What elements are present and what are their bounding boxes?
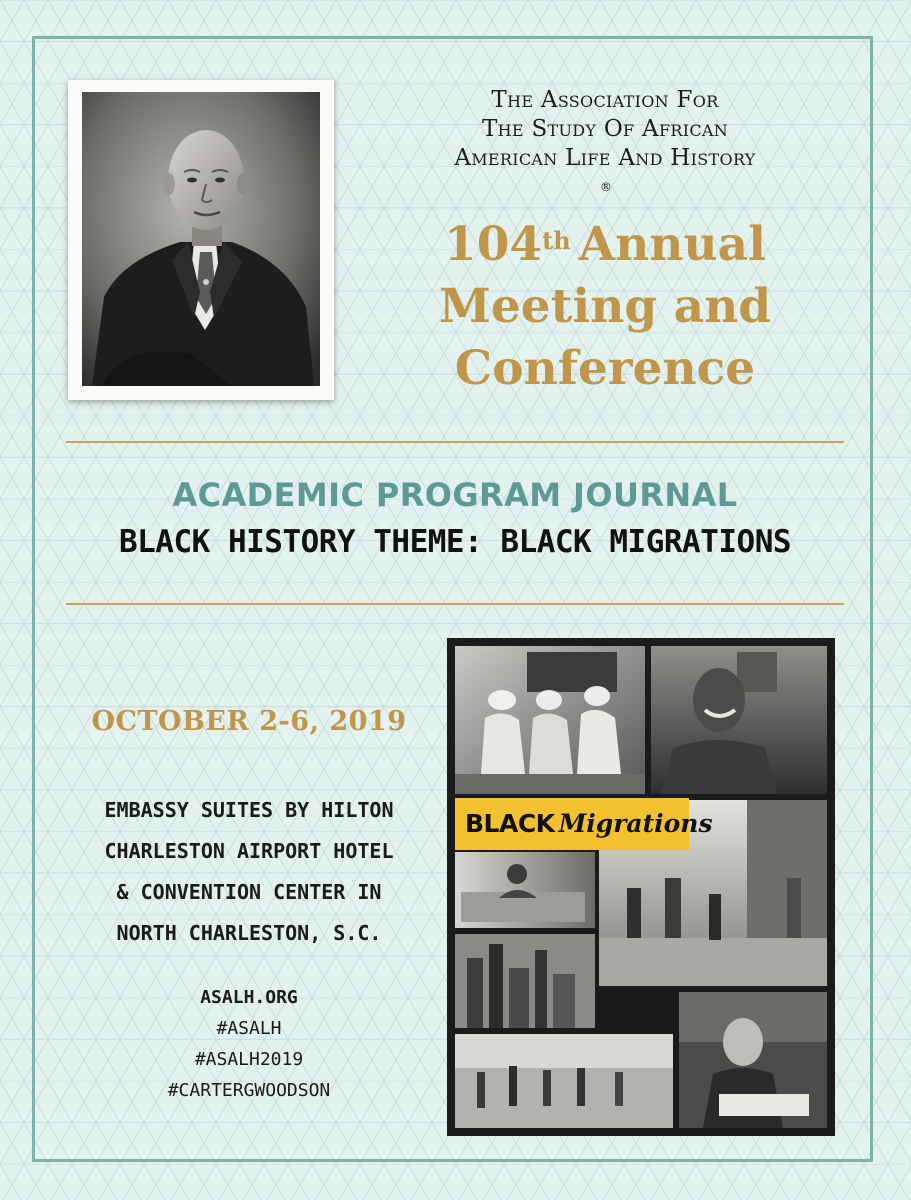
meeting-line-1: 104th Annual (444, 217, 766, 272)
journal-title: ACADEMIC PROGRAM JOURNAL (172, 476, 738, 514)
venue-line-4: NORTH CHARLESTON, S.C. (116, 921, 382, 945)
cover-photo-skyline (455, 934, 595, 1028)
hashtag-cartergwoodson: #CARTERGWOODSON (167, 1080, 331, 1101)
theme-title: BLACK HISTORY THEME: BLACK MIGRATIONS (118, 524, 792, 560)
hashtag-asalh: #ASALH (216, 1018, 282, 1039)
ordinal-suffix: th (542, 226, 571, 255)
cover-title-word2: Migrations (558, 809, 713, 838)
venue (64, 790, 434, 954)
cover-title-label (455, 798, 713, 850)
venue-line-3: & CONVENTION CENTER IN (116, 880, 382, 904)
org-line-2: The Study Of African (481, 116, 729, 142)
event-date: OCTOBER 2-6, 2019 (91, 706, 407, 737)
cover-title-word1: BLACK (465, 809, 555, 838)
divider-top (66, 441, 844, 443)
links (64, 982, 434, 1106)
cover-photo-office (455, 852, 595, 928)
portrait-photo (68, 80, 334, 400)
cover-photo-boy (651, 646, 827, 794)
venue-line-1: EMBASSY SUITES BY HILTON (104, 798, 394, 822)
org-line-3: American Life And History ® (370, 144, 840, 202)
cover-collage (447, 638, 835, 1136)
meeting-line-3: Conference (454, 341, 756, 396)
cover-photo-reader (679, 992, 827, 1128)
cover-photo-women (455, 646, 645, 794)
venue-line-2: CHARLESTON AIRPORT HOTEL (104, 839, 394, 863)
org-line-1: The Association For (491, 87, 719, 113)
website-link[interactable]: ASALH.ORG (200, 987, 298, 1008)
meeting-line-2: Meeting and (438, 279, 772, 334)
registered-mark: ® (599, 180, 613, 194)
cover-photo-field (455, 1034, 673, 1128)
organization-name (370, 86, 840, 202)
hashtag-asalh2019: #ASALH2019 (194, 1049, 304, 1070)
divider-bottom (66, 603, 844, 605)
meeting-title (372, 214, 838, 400)
